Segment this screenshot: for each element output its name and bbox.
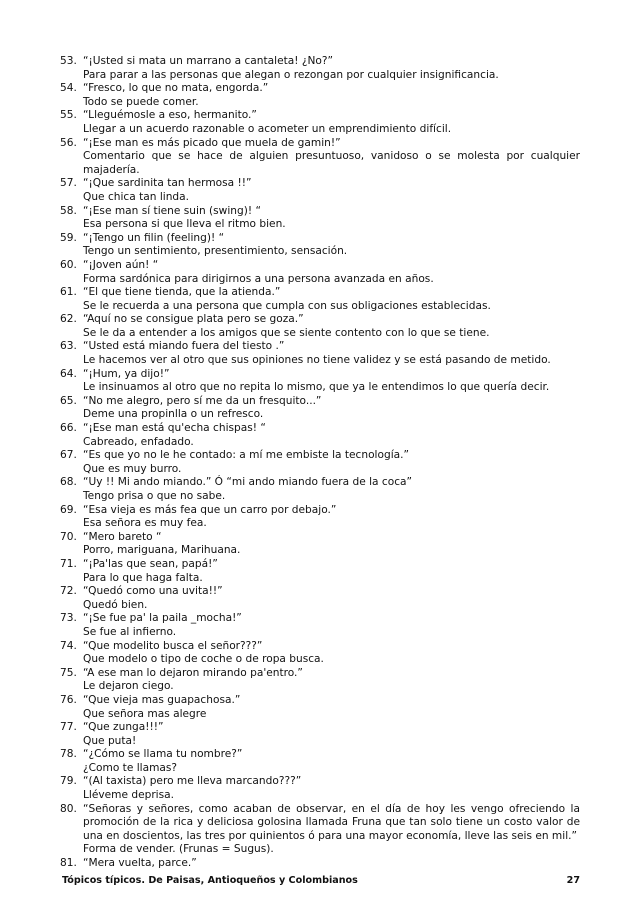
entry-item [60, 55, 580, 82]
entry-item [60, 721, 580, 748]
entry-item [60, 803, 580, 857]
entry-meaning: Esa persona si que lleva el ritmo bien. [83, 218, 286, 231]
entry-item [60, 775, 580, 802]
entry-meaning: Tengo un sentimiento, presentimiento, sensación. [83, 245, 348, 258]
entry-number: 64. [60, 367, 77, 380]
entry-expression: “Mero bareto “ [83, 530, 162, 543]
entry-number: 71. [60, 557, 77, 570]
entry-expression: “¡Ese man sí tiene suin (swing)! “ [83, 204, 261, 217]
entry-expression: “¿Cómo se llama tu nombre?” [83, 748, 243, 761]
entry-item [60, 205, 580, 232]
entry-item [60, 531, 580, 558]
entry-item [60, 422, 580, 449]
entry-item [60, 82, 580, 109]
entry-number: 60. [60, 258, 77, 271]
entry-expression: “Que modelito busca el señor???” [83, 639, 263, 652]
entry-number: 57. [60, 177, 77, 190]
entry-number: 67. [60, 449, 77, 462]
entry-item [60, 259, 580, 286]
entry-meaning: Quedó bien. [83, 598, 148, 611]
entry-expression: “¡Hum, ya dijo!” [83, 367, 170, 380]
entry-meaning: Se le da a entender a los amigos que se siente contento con lo que se tiene. [83, 326, 490, 339]
entry-item [60, 612, 580, 639]
entry-meaning: Deme una propinlla o un refresco. [83, 408, 264, 421]
entry-expression: “No me alegro, pero sí me da un fresquito...” [83, 394, 322, 407]
entry-item [60, 504, 580, 531]
entry-meaning: Para lo que haga falta. [83, 571, 203, 584]
entry-meaning: Que modelo o tipo de coche o de ropa busca. [83, 653, 324, 666]
entry-item [60, 585, 580, 612]
entry-meaning: Tengo prisa o que no sabe. [83, 490, 226, 502]
entry-number: 78. [60, 748, 77, 761]
entry-expression: “Usted está miando fuera del tiesto .” [83, 340, 285, 353]
entry-item [60, 857, 580, 871]
entry-number: 81. [60, 857, 77, 870]
entry-number: 59. [60, 231, 77, 244]
entry-meaning: Se le recuerda a una persona que cumpla con sus obligaciones establecidas. [83, 299, 491, 312]
entry-number: 53. [60, 55, 77, 67]
entry-expression: “¡Que sardinita tan hermosa !!” [83, 177, 252, 190]
entry-expression: “¡Pa'las que sean, papá!” [83, 557, 218, 570]
entry-item [60, 137, 580, 178]
entry-meaning: Comentario que se hace de alguien presuntuoso, vanidoso o se molesta por cualquier majadería. [83, 150, 580, 176]
entry-meaning: Que chica tan linda. [83, 190, 190, 203]
entry-expression: “¡Ese man está qu'echa chispas! “ [83, 422, 266, 435]
entry-item [60, 313, 580, 340]
entry-meaning: Para parar a las personas que alegan o rezongan por cualquier insignificancia. [83, 68, 499, 81]
entry-expression: “A ese man lo dejaron mirando pa'entro.” [83, 666, 303, 679]
entry-item [60, 395, 580, 422]
entry-number: 69. [60, 503, 77, 516]
entry-expression: “Quedó como una uvita!!” [83, 585, 223, 598]
entry-expression: “¡Joven aún! “ [83, 258, 159, 271]
entry-expression: “¡Usted si mata un marrano a cantaleta! ¿No?” [83, 55, 334, 67]
entry-item [60, 476, 580, 503]
entry-number: 80. [60, 802, 77, 815]
entry-item [60, 748, 580, 775]
entry-meaning: Cabreado, enfadado. [83, 435, 194, 448]
entry-item [60, 640, 580, 667]
entry-meaning: Se fue al infierno. [83, 625, 177, 638]
entry-meaning: Que puta! [83, 734, 137, 747]
entry-item [60, 368, 580, 395]
entry-expression: “Aquí no se consigue plata pero se goza.” [83, 313, 304, 326]
entry-number: 77. [60, 721, 77, 734]
entry-meaning: Forma de vender. (Frunas = Sugus). [83, 843, 274, 856]
entry-number: 68. [60, 476, 77, 489]
entry-meaning: Esa señora es muy fea. [83, 517, 207, 530]
entry-expression: “Señoras y señores, como acaban de observar, en el día de hoy les vengo ofreciendo la promoción de la rica y deliciosa golosina llamada Fruna que tan solo tiene un costo valor de una en doscientos, las tres por quinientos ó para una mayor economía, lleve las seis en mil.” [83, 802, 580, 842]
entry-number: 70. [60, 530, 77, 543]
entry-item [60, 340, 580, 367]
entry-meaning: ¿Como te llamas? [83, 761, 178, 774]
entry-item [60, 449, 580, 476]
entry-meaning: Le dejaron ciego. [83, 680, 174, 693]
entry-list [60, 55, 580, 871]
entry-number: 65. [60, 394, 77, 407]
entry-meaning: Forma sardónica para dirigirnos a una persona avanzada en años. [83, 272, 434, 285]
entry-number: 61. [60, 286, 77, 299]
entry-meaning: Le hacemos ver al otro que sus opiniones no tiene validez y se está pasando de metido. [83, 354, 551, 367]
entry-expression: “Es que yo no le he contado: a mí me embiste la tecnología.” [83, 449, 410, 462]
entry-item [60, 177, 580, 204]
entry-number: 55. [60, 109, 77, 122]
entry-expression: “Fresco, lo que no mata, engorda.” [83, 82, 269, 95]
entry-meaning: Que es muy burro. [83, 462, 182, 475]
entry-expression: “Esa vieja es más fea que un carro por debajo.” [83, 503, 337, 516]
entry-expression: “¡Ese man es más picado que muela de gamin!” [83, 136, 341, 149]
page-number: 27 [566, 875, 580, 886]
entry-meaning: Todo se puede comer. [83, 95, 199, 108]
entry-expression: “¡Se fue pa' la paila _mocha!” [83, 612, 242, 625]
entry-number: 62. [60, 313, 77, 326]
footer-title: Tópicos típicos. De Paisas, Antioqueños y Colombianos [62, 875, 358, 886]
page-footer [62, 875, 580, 886]
entry-item [60, 109, 580, 136]
entry-meaning: Le insinuamos al otro que no repita lo mismo, que ya le entendimos lo que quería decir. [83, 381, 550, 394]
entry-expression: “Lleguémosle a eso, hermanito.” [83, 109, 257, 122]
entry-item [60, 558, 580, 585]
entry-number: 76. [60, 693, 77, 706]
entry-number: 66. [60, 422, 77, 435]
entry-meaning: Lléveme deprisa. [83, 789, 174, 802]
entry-expression: “(Al taxista) pero me lleva marcando???” [83, 775, 302, 788]
entry-number: 74. [60, 639, 77, 652]
entry-meaning: Que señora mas alegre [83, 707, 207, 720]
entry-number: 72. [60, 585, 77, 598]
entry-number: 56. [60, 136, 77, 149]
entry-expression: “Que zunga!!!” [83, 721, 164, 734]
entry-item [60, 667, 580, 694]
entry-meaning: Porro, mariguana, Marihuana. [83, 544, 241, 557]
entry-item [60, 286, 580, 313]
entry-item [60, 232, 580, 259]
entry-expression: “Mera vuelta, parce.” [83, 857, 197, 870]
entry-expression: “¡Tengo un filin (feeling)! “ [83, 231, 225, 244]
entry-expression: “El que tiene tienda, que la atienda.” [83, 286, 281, 299]
entry-expression: “Que vieja mas guapachosa.” [83, 693, 241, 706]
entry-item [60, 694, 580, 721]
entry-expression: “Uy !! Mi ando miando.” Ó “mi ando miando fuera de la coca” [83, 476, 413, 489]
entry-number: 58. [60, 204, 77, 217]
entry-number: 75. [60, 666, 77, 679]
entry-number: 79. [60, 775, 77, 788]
entry-number: 54. [60, 82, 77, 95]
entry-number: 63. [60, 340, 77, 353]
entry-number: 73. [60, 612, 77, 625]
entry-meaning: Llegar a un acuerdo razonable o acometer un emprendimiento difícil. [83, 122, 452, 135]
